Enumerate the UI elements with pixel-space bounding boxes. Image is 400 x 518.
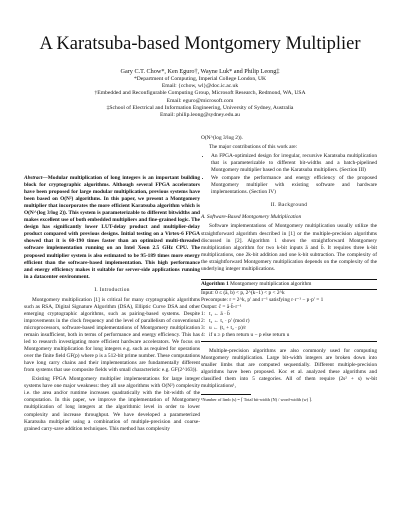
- email-1: Email: {cchow, wl}@doc.ic.ac.uk: [161, 83, 239, 90]
- intro-paragraph-2: Existing FPGA Montgomery multiplier implementations for large integer systems have one major weakness: they all use algorithms with O(N²) complexity i.e. the area and/or runtime increases quadratically with the bit-width of the computation. In this paper, we improve the implementation of Montgomery multiplication of long integers at the algorithmic level in order to lower complexity and increase throughput. We have developed a parameterized Karatsuba multiplier using a combination of multiple-precision and coarse-grained carry-save addition techniques. This method has complexity: [24, 376, 200, 432]
- abstract-lead: Abstract—: [24, 175, 48, 181]
- step-number: 4:: [201, 332, 206, 339]
- algorithm-precompute: Precompute: r = 2^k, p′ and r⁻¹ satisfying r·r⁻¹ − p·p′ = 1: [201, 296, 324, 303]
- algorithm-input: Input: 0 ≤ (ā, b̄) < p, 2^(k−1) < p < 2^k: [201, 289, 285, 296]
- algorithm-box: [201, 279, 377, 342]
- step-number: 2:: [201, 318, 206, 325]
- intro-paragraph-1: Montgomery multiplication [1] is critical for many cryptographic algorithms such as RSA, Digital Signature Algorithm (DSA), Elliptic Curve DSA and other emerging cryptographic algorithms, such as pairing-based systems. Despite improvements in the clock frequency and the level of parallelism of conventional microprocessors, software-based implementations of Montgomery multiplication remain insufficient, both in terms of performance and energy efficiency. This has led to research investigating more efficient hardware accelerators. We focus on Montgomery multiplication for long integers e.g. such as required for operations over the finite field GF(p) where p is a 512-bit prime number. These computations have long carry chains and their implementations are fundamentally different from systems that use composite fields with small characteristic e.g. GF(2^163)).: [24, 296, 200, 374]
- email-3: Email: philip.leong@sydney.edu.au: [160, 112, 240, 119]
- background-paragraph-1: Software implementations of Montgomery multiplication usually utilize the straightforward algorithm described in [1] or the multiple-precision algorithms discussed in [2]. Algorithm 1 shows the straightforward Montgomery multiplication algorithm for two k-bit inputs ā and b̄. It requires three k-bit multiplications, one 2k-bit addition and one k-bit subtraction. The complexity of the straightforward Montgomery multiplication depends on the complexity of the underlying integer multiplications.: [201, 223, 377, 272]
- contributions-list: [201, 153, 377, 196]
- abstract-text: Modular multiplication of long integers is an important building block for cryptographic algorithms. Although several FPGA accelerators have been proposed for large modular multiplication, previous systems have been based on O(N²) algorithms. In this paper, we present a Montgomery multiplier that incorporates the more efficient Karatsuba algorithm which is O(N^(log 3/log 2)). This system is parameterizable to different bitwidths and makes excellent use of both embedded multipliers and fine-grained logic. The design has significantly lower LUT-delay product and multiplier-delay product compared with previous designs. Initial testing on a Virtex-6 FPGA showed that it is 60-190 times faster than an optimized multi-threaded software implementation running on an Intel Xeon 2.5 GHz CPU. The proposed multiplier system is also estimated to be 95-189 times more energy efficient than the software-based implementation. This high performance and energy efficiency makes it suitable for server-side applications running in a datacenter environment.: [24, 175, 200, 280]
- background-paragraph-2: Multiple-precision algorithms are also commonly used for computing Montgomery multiplication. Large bit-width integers are broken down into smaller limbs that are computed sequentially. Different multiple-precision algorithms have been proposed. Koc et al. analyzed these algorithms and classified them into 5 categories. All of them require (2s² + s) w-bit multiplications¹,: [201, 348, 377, 390]
- author-names: Gary C.T. Chow*, Ken Eguro†, Wayne Luk* and Philip Leong‡: [120, 68, 280, 75]
- step-text: if u ≥ p then return u − p else return u: [209, 332, 290, 339]
- footnote-divider: [201, 394, 251, 395]
- email-2: Email: eguro@microsoft.com: [166, 97, 234, 104]
- step-text: t₂ ← t₁ · p′ (mod r): [209, 318, 250, 325]
- section-title-background: II. Background: [270, 202, 308, 209]
- left-column: [24, 175, 200, 435]
- algorithm-header: [201, 280, 377, 290]
- author-block: [20, 68, 380, 119]
- paper-title: A Karatsuba-based Montgomery Multiplier: [39, 34, 361, 54]
- algorithm-step: [201, 332, 377, 339]
- affiliation-3: ‡School of Electrical and Information Engineering, University of Sydney, Australia: [106, 104, 294, 111]
- intro-continuation: O(N^(log 3/log 2)).: [201, 135, 243, 141]
- section-title-introduction: I. Introduction: [94, 286, 130, 293]
- step-number: 3:: [201, 325, 206, 332]
- algorithm-output: Output: c̄ = ā·b̄·r⁻¹: [201, 303, 242, 310]
- footnote: ¹Number of limb (s) = ⌈ Total bit-width (N) / word-width (w) ⌉.: [201, 397, 313, 403]
- step-text: t₁ ← ā · b̄: [209, 310, 230, 317]
- contribution-item: • We compare the performance and energy efficiency of the proposed Montgomery multiplier with existing software and hardware implementations. (Section IV): [211, 175, 377, 196]
- algorithm-step: [201, 311, 377, 318]
- contribution-item: • An FPGA-optimized design for irregular, recursive Karatsuba multiplication that is parameterizable to different bit-widths and a batch-pipelined Montgomery multiplier based on the Karatsuba multipliers. (Section III): [211, 153, 377, 174]
- step-number: 1:: [201, 310, 206, 317]
- step-text: u ← (t₁ + t₂ · p)/r: [209, 325, 247, 332]
- algorithm-title: Montgomery multiplication algorithm: [230, 280, 312, 287]
- abstract: [24, 175, 200, 281]
- affiliation-1: *Department of Computing, Imperial College London, UK: [133, 76, 267, 82]
- right-column: [201, 135, 377, 403]
- contributions-intro: The major contributions of this work are:: [209, 144, 298, 151]
- subsection-title-software: A. Software-Based Montgomery Multiplication: [201, 214, 302, 221]
- algorithm-label: Algorithm 1: [201, 280, 229, 287]
- affiliation-2: †Embedded and Reconfigurable Computing Group, Microsoft Research, Redmond, WA, USA: [94, 90, 306, 97]
